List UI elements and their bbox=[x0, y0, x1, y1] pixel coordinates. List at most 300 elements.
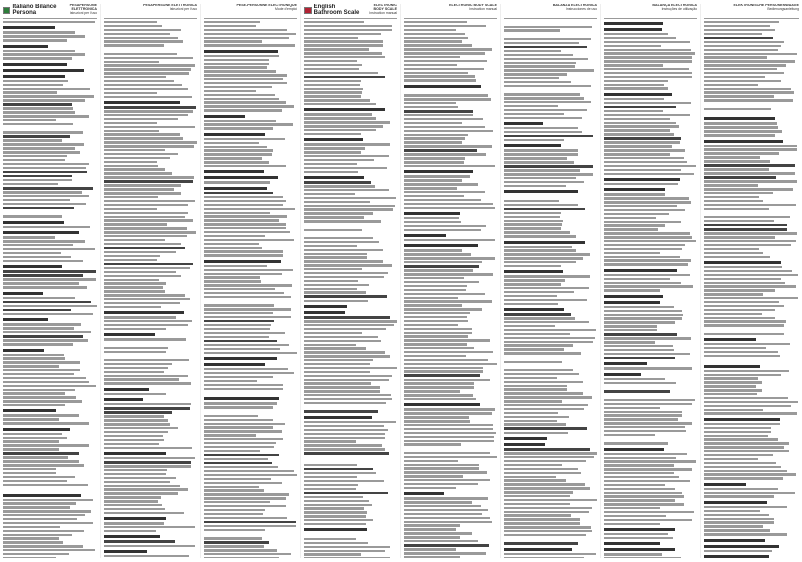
text-line bbox=[404, 118, 483, 120]
text-line bbox=[704, 385, 756, 387]
text-line bbox=[204, 55, 279, 57]
text-line bbox=[104, 29, 181, 31]
text-line bbox=[3, 240, 85, 242]
text-line bbox=[104, 126, 195, 128]
text-line bbox=[204, 557, 279, 558]
text-line bbox=[3, 472, 56, 474]
text-line bbox=[604, 224, 665, 226]
text-line bbox=[404, 497, 488, 499]
text-line bbox=[704, 37, 773, 40]
text-line bbox=[504, 26, 592, 28]
text-line bbox=[404, 536, 460, 538]
text-line bbox=[504, 200, 559, 202]
text-line bbox=[104, 37, 178, 39]
text-line bbox=[104, 96, 192, 98]
text-line bbox=[304, 56, 385, 58]
text-line bbox=[104, 53, 177, 55]
text-line bbox=[404, 265, 479, 268]
text-line bbox=[104, 550, 147, 553]
text-line bbox=[3, 557, 56, 558]
text-line bbox=[704, 232, 797, 234]
text-line bbox=[504, 472, 581, 474]
text-line bbox=[504, 416, 569, 418]
text-line bbox=[204, 181, 270, 183]
text-line bbox=[204, 247, 262, 249]
text-line bbox=[104, 227, 187, 229]
text-line bbox=[504, 93, 580, 95]
text-line bbox=[304, 245, 357, 247]
text-line bbox=[104, 403, 191, 405]
text-line bbox=[504, 495, 570, 497]
text-line bbox=[304, 504, 372, 506]
text-line bbox=[504, 177, 576, 179]
text-line bbox=[404, 110, 473, 113]
text-line bbox=[604, 173, 694, 175]
text-line bbox=[3, 354, 64, 356]
column-french bbox=[200, 4, 300, 558]
text-line bbox=[3, 518, 77, 520]
text-line bbox=[204, 300, 297, 303]
text-line bbox=[404, 432, 496, 434]
text-line bbox=[704, 216, 790, 218]
text-line bbox=[404, 343, 467, 345]
text-line bbox=[404, 483, 478, 485]
text-line bbox=[304, 500, 369, 502]
text-line bbox=[104, 311, 184, 314]
text-line bbox=[604, 60, 692, 62]
text-line bbox=[404, 273, 493, 275]
text-line bbox=[704, 418, 780, 421]
text-line bbox=[304, 185, 375, 187]
text-line bbox=[704, 126, 778, 128]
text-line bbox=[3, 502, 76, 504]
text-line bbox=[304, 507, 364, 509]
text-line bbox=[604, 217, 656, 219]
text-line bbox=[504, 344, 573, 346]
text-line bbox=[104, 540, 175, 543]
text-line bbox=[204, 29, 287, 31]
text-line bbox=[504, 220, 563, 222]
text-line bbox=[604, 499, 675, 501]
text-line bbox=[204, 227, 286, 229]
text-line bbox=[604, 390, 670, 393]
text-line bbox=[304, 220, 381, 222]
text-line bbox=[204, 474, 297, 476]
text-line bbox=[3, 135, 70, 138]
text-line bbox=[104, 48, 197, 51]
text-line bbox=[204, 260, 281, 263]
text-line bbox=[104, 555, 189, 557]
text-line bbox=[604, 434, 655, 436]
text-line bbox=[304, 553, 361, 555]
text-line bbox=[404, 443, 461, 445]
text-line bbox=[604, 41, 690, 43]
text-line bbox=[3, 309, 71, 312]
text-line bbox=[3, 343, 73, 345]
text-line bbox=[704, 224, 787, 227]
text-line bbox=[3, 409, 56, 412]
text-line bbox=[604, 325, 657, 327]
text-line bbox=[104, 33, 170, 35]
text-line bbox=[204, 192, 273, 195]
text-line bbox=[204, 391, 297, 394]
column-header bbox=[504, 4, 597, 19]
body-text bbox=[204, 21, 297, 558]
text-line bbox=[104, 302, 180, 304]
text-line bbox=[704, 274, 798, 276]
text-line bbox=[304, 224, 397, 227]
text-line bbox=[604, 178, 680, 181]
text-line bbox=[504, 21, 597, 24]
text-line bbox=[304, 260, 383, 262]
text-line bbox=[504, 261, 576, 263]
text-line bbox=[704, 130, 782, 132]
text-line bbox=[3, 95, 94, 97]
text-line bbox=[404, 363, 497, 365]
text-line bbox=[104, 504, 162, 506]
text-line bbox=[204, 146, 267, 148]
text-line bbox=[604, 161, 687, 163]
text-line bbox=[504, 149, 578, 151]
text-line bbox=[504, 161, 574, 163]
text-line bbox=[604, 301, 660, 304]
text-line bbox=[504, 169, 580, 171]
text-line bbox=[104, 530, 156, 532]
text-line bbox=[604, 511, 694, 513]
text-line bbox=[404, 312, 470, 314]
text-line bbox=[604, 274, 690, 276]
text-line bbox=[3, 123, 73, 125]
text-line bbox=[704, 252, 763, 254]
text-line bbox=[104, 80, 174, 82]
text-line bbox=[604, 125, 679, 127]
text-line bbox=[104, 447, 192, 449]
text-line bbox=[204, 78, 283, 80]
product-name: BALANÇA ELECTRÓNICA bbox=[652, 4, 697, 7]
text-line bbox=[504, 460, 586, 462]
text-line bbox=[404, 281, 479, 283]
text-line bbox=[504, 373, 579, 375]
text-line bbox=[704, 49, 778, 51]
text-line bbox=[604, 345, 673, 347]
text-line bbox=[604, 507, 660, 509]
text-line bbox=[3, 167, 86, 169]
text-line bbox=[604, 221, 681, 223]
text-line bbox=[3, 331, 91, 333]
text-line bbox=[3, 357, 65, 359]
text-line bbox=[3, 301, 91, 304]
text-line bbox=[604, 480, 690, 482]
text-line bbox=[104, 431, 168, 433]
text-line bbox=[504, 38, 591, 40]
text-line bbox=[104, 282, 166, 284]
text-line bbox=[304, 305, 347, 308]
text-line bbox=[3, 84, 63, 86]
text-line bbox=[704, 236, 775, 238]
text-line bbox=[304, 371, 370, 373]
text-line bbox=[304, 284, 369, 286]
text-line bbox=[104, 72, 189, 74]
text-line bbox=[204, 316, 291, 318]
text-line bbox=[304, 328, 386, 330]
text-line bbox=[604, 141, 680, 143]
text-line bbox=[304, 351, 385, 353]
text-line bbox=[204, 273, 282, 275]
text-line bbox=[504, 522, 580, 524]
text-line bbox=[104, 149, 165, 151]
text-line bbox=[604, 145, 672, 147]
text-line bbox=[504, 77, 559, 79]
text-line bbox=[204, 200, 286, 202]
text-line bbox=[3, 119, 56, 121]
text-line bbox=[504, 464, 562, 466]
text-line bbox=[404, 382, 474, 384]
text-line bbox=[304, 557, 390, 558]
flag-icon bbox=[3, 7, 10, 14]
text-line bbox=[704, 377, 758, 379]
text-line bbox=[404, 149, 477, 152]
text-line bbox=[404, 379, 490, 381]
text-line bbox=[304, 398, 392, 400]
text-line bbox=[704, 466, 781, 468]
text-line bbox=[3, 31, 75, 33]
text-line bbox=[404, 79, 476, 81]
text-line bbox=[204, 94, 275, 96]
text-line bbox=[504, 50, 561, 52]
text-line bbox=[204, 204, 283, 206]
text-line bbox=[104, 378, 179, 380]
text-line bbox=[104, 371, 164, 373]
text-line bbox=[404, 370, 483, 372]
text-line bbox=[704, 397, 788, 399]
text-line bbox=[104, 333, 155, 336]
text-line bbox=[304, 291, 366, 293]
text-line bbox=[504, 249, 576, 251]
text-line bbox=[704, 140, 783, 143]
text-line bbox=[604, 68, 689, 70]
text-line bbox=[104, 290, 165, 292]
text-line bbox=[704, 152, 779, 154]
text-line bbox=[3, 526, 60, 528]
text-line bbox=[704, 108, 771, 110]
text-line bbox=[404, 161, 464, 163]
text-line bbox=[304, 40, 383, 42]
text-line bbox=[304, 515, 366, 517]
text-line bbox=[504, 325, 555, 327]
text-line bbox=[304, 117, 376, 119]
text-line bbox=[204, 109, 282, 111]
text-line bbox=[204, 50, 278, 53]
text-line bbox=[204, 410, 297, 413]
text-line bbox=[3, 226, 90, 228]
text-line bbox=[3, 444, 89, 446]
text-line bbox=[204, 466, 278, 468]
text-line bbox=[504, 139, 564, 141]
text-line bbox=[304, 68, 359, 70]
text-line bbox=[204, 454, 279, 457]
text-line bbox=[104, 92, 157, 94]
text-line bbox=[404, 440, 494, 442]
text-line bbox=[304, 488, 356, 490]
text-line bbox=[304, 280, 358, 282]
text-line bbox=[704, 91, 794, 93]
text-line bbox=[604, 414, 682, 416]
text-line bbox=[404, 221, 461, 223]
text-line bbox=[604, 464, 674, 466]
text-line bbox=[404, 191, 485, 193]
language-label: Italiano Bilance Persona bbox=[12, 4, 57, 16]
text-line bbox=[504, 127, 578, 129]
text-line bbox=[504, 157, 567, 159]
text-line bbox=[704, 333, 784, 335]
text-line bbox=[3, 179, 72, 181]
text-line bbox=[704, 525, 763, 527]
text-line bbox=[604, 495, 684, 497]
text-line bbox=[104, 469, 167, 471]
text-line bbox=[704, 56, 767, 58]
text-line bbox=[604, 357, 675, 360]
text-line bbox=[3, 456, 68, 458]
text-line bbox=[304, 402, 386, 404]
text-line bbox=[604, 122, 676, 124]
text-line bbox=[704, 80, 781, 82]
text-line bbox=[604, 28, 662, 31]
text-line bbox=[704, 529, 770, 531]
text-line bbox=[304, 448, 385, 450]
text-line bbox=[104, 526, 195, 528]
text-line bbox=[404, 234, 446, 237]
text-line bbox=[404, 532, 472, 534]
text-line bbox=[604, 106, 676, 109]
text-line bbox=[3, 35, 85, 37]
text-line bbox=[104, 500, 158, 502]
text-line bbox=[504, 468, 578, 470]
text-line bbox=[504, 295, 557, 297]
text-line bbox=[704, 347, 766, 349]
text-line bbox=[304, 33, 381, 35]
text-line bbox=[404, 203, 493, 205]
text-line bbox=[304, 472, 376, 474]
text-line bbox=[504, 283, 561, 285]
text-line bbox=[104, 415, 164, 417]
text-line bbox=[704, 324, 784, 326]
text-line bbox=[3, 26, 55, 29]
text-line bbox=[604, 213, 669, 215]
text-line bbox=[104, 419, 168, 421]
text-line bbox=[604, 476, 679, 478]
text-line bbox=[604, 349, 674, 351]
text-line bbox=[504, 227, 561, 229]
text-line bbox=[3, 111, 75, 113]
text-line bbox=[404, 552, 486, 554]
text-line bbox=[404, 225, 486, 227]
text-line bbox=[604, 269, 677, 272]
text-line bbox=[504, 241, 585, 244]
text-line bbox=[504, 518, 580, 520]
text-line bbox=[204, 513, 263, 515]
text-line bbox=[604, 80, 668, 82]
text-line bbox=[604, 438, 697, 441]
text-line bbox=[304, 410, 378, 413]
text-line bbox=[504, 246, 572, 248]
text-line bbox=[504, 341, 593, 343]
text-line bbox=[604, 232, 690, 234]
text-line bbox=[504, 85, 591, 87]
text-line bbox=[704, 60, 795, 62]
text-line bbox=[3, 175, 72, 178]
text-line bbox=[504, 317, 575, 319]
text-line bbox=[204, 509, 265, 511]
text-line bbox=[704, 483, 746, 486]
text-line bbox=[3, 448, 59, 450]
text-line bbox=[304, 95, 361, 97]
text-line bbox=[504, 97, 584, 99]
text-line bbox=[404, 367, 483, 369]
text-line bbox=[204, 384, 283, 386]
text-line bbox=[3, 99, 85, 101]
text-line bbox=[3, 323, 81, 325]
text-line bbox=[704, 95, 774, 97]
product-name: PESAPERSONE ELETTRONICA bbox=[143, 4, 197, 7]
text-line bbox=[3, 494, 81, 497]
text-line bbox=[3, 433, 62, 435]
text-line bbox=[104, 76, 166, 78]
text-line bbox=[104, 168, 165, 170]
text-line bbox=[104, 398, 143, 401]
text-line bbox=[704, 184, 758, 186]
text-line bbox=[304, 197, 396, 199]
text-line bbox=[104, 461, 191, 464]
text-line bbox=[704, 506, 787, 508]
text-line bbox=[304, 99, 370, 101]
text-line bbox=[404, 40, 462, 42]
text-line bbox=[104, 393, 166, 395]
text-line bbox=[604, 333, 677, 336]
text-line bbox=[404, 544, 489, 547]
text-line bbox=[104, 141, 197, 143]
text-line bbox=[104, 165, 158, 167]
text-line bbox=[604, 306, 674, 308]
text-line bbox=[104, 157, 170, 159]
text-line bbox=[704, 211, 799, 214]
text-line bbox=[3, 414, 79, 416]
column-header bbox=[3, 4, 97, 19]
text-line bbox=[704, 458, 758, 460]
text-line bbox=[404, 304, 462, 306]
text-line bbox=[604, 259, 691, 261]
text-line bbox=[204, 127, 273, 129]
text-line bbox=[504, 427, 587, 430]
text-line bbox=[404, 239, 495, 241]
text-line bbox=[3, 107, 73, 109]
text-line bbox=[404, 64, 457, 66]
text-line bbox=[604, 488, 675, 490]
text-line bbox=[704, 514, 769, 516]
text-line bbox=[404, 456, 497, 458]
text-line bbox=[604, 367, 692, 369]
text-line bbox=[104, 298, 190, 300]
text-line bbox=[104, 522, 164, 524]
text-line bbox=[504, 113, 564, 115]
text-line bbox=[504, 548, 572, 551]
text-line bbox=[304, 237, 373, 239]
text-line bbox=[704, 25, 770, 27]
text-line bbox=[204, 149, 273, 151]
text-line bbox=[304, 386, 380, 388]
text-line bbox=[204, 243, 259, 245]
text-line bbox=[104, 423, 170, 425]
text-line bbox=[504, 208, 585, 211]
